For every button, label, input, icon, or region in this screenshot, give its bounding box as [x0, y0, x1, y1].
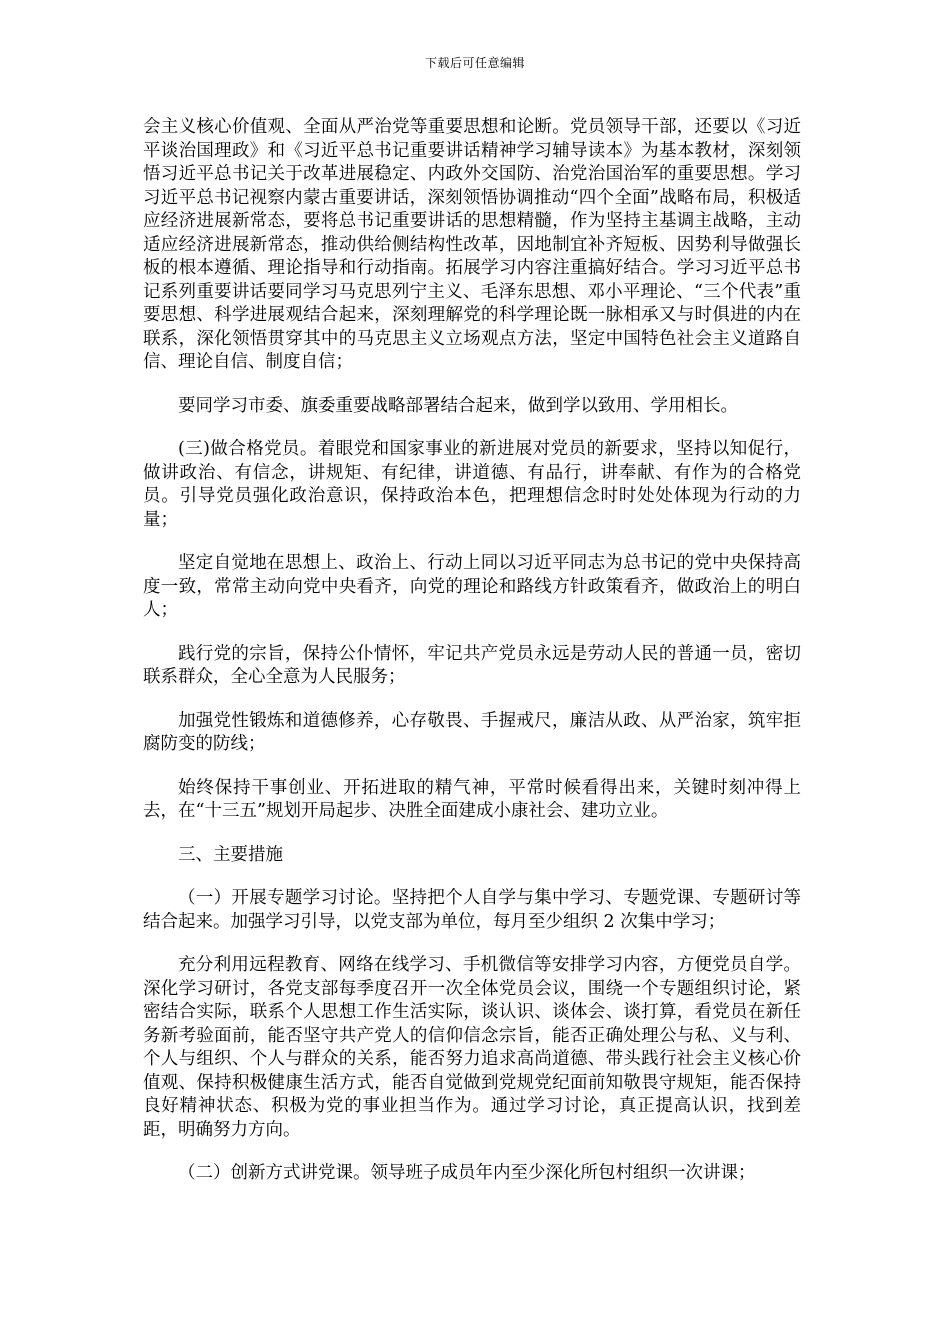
- section-heading-main-measures: 三、主要措施: [178, 844, 283, 865]
- paragraph-city-strategy: 要同学习市委、旗委重要战略部署结合起来，做到学以致用、学用相长。: [178, 395, 738, 416]
- paragraph-topic-study: （一）开展专题学习讨论。坚持把个人自学与集中学习、专题党课、专题研讨等结合起来。加强学习引导，以党支部为单位，每月至少组织 2 次集中学习；: [143, 888, 801, 932]
- paragraph-party-spirit: 加强党性锻炼和道德修养，心存敬畏、手握戒尺，廉洁从政、从严治家，筑牢拒腐防变的防线；: [143, 710, 801, 754]
- page-header-note: 下载后可任意编辑: [424, 56, 525, 70]
- paragraph-political-alignment: 坚定自觉地在思想上、政治上、行动上同以习近平同志为总书记的党中央保持高度一致，常常主动向党中央看齐，向党的理论和路线方针政策看齐，做政治上的明白人；: [143, 553, 801, 620]
- paragraph-remote-education: 充分利用远程教育、网络在线学习、手机微信等安排学习内容，方便党员自学。深化学习研讨，各党支部每季度召开一次全体党员会议，围绕一个专题组织讨论，紧密结合实际，联系个人思想工作生活实际，谈认识、谈体会、谈打算，看党员在新任务新考验面前，能否坚守共产党人的信仰信念宗旨，能否正确处理公与私、义与利、个人与组织、个人与群众的关系，能否努力追求高尚道德、带头践行社会主义核心价值观、保持积极健康生活方式，能否自觉做到党规党纪面前知敬畏守规矩，能否保持良好精神状态、积极为党的事业担当作为。通过学习讨论，真正提高认识，找到差距，明确努力方向。: [143, 955, 801, 1140]
- paragraph-qualified-member: (三)做合格党员。着眼党和国家事业的新进展对党员的新要求，坚持以知促行，做讲政治、有信念，讲规矩、有纪律，讲道德、有品行，讲奉献、有作为的合格党员。引导党员强化政治意识，保持政治本色，把理想信念时时处处体现为行动的力量；: [143, 439, 801, 530]
- paragraph-party-lecture: （二）创新方式讲党课。领导班子成员年内至少深化所包村组织一次讲课；: [178, 1163, 756, 1183]
- paragraph-enterprising-spirit: 始终保持干事创业、开拓进取的精气神，平常时候看得出来，关键时刻冲得上去，在“十三五”规划开局起步、决胜全面建成小康社会、建功立业。: [143, 777, 801, 821]
- paragraph-party-purpose: 践行党的宗旨，保持公仆情怀，牢记共产党员永远是劳动人民的普通一员，密切联系群众，全心全意为人民服务；: [143, 643, 801, 687]
- paragraph-study-content: 会主义核心价值观、全面从严治党等重要思想和论断。党员领导干部，还要以《习近平谈治国理政》和《习近平总书记重要讲话精神学习辅导读本》为基本教材，深刻领悟习近平总书记关于改革进展稳定、内政外交国防、治党治国治军的重要思想。学习习近平总书记视察内蒙古重要讲话，深刻领悟协调推动“四个全面”战略布局，积极适应经济进展新常态，要将总书记重要讲话的思想精髓，作为坚持主基调主战略，主动适应经济进展新常态，推动供给侧结构性改革，因地制宜补齐短板、因势利导做强长板的根本遵循、理论指导和行动指南。拓展学习内容注重搞好结合。学习习近平总书记系列重要讲话要同学习马克思列宁主义、毛泽东思想、邓小平理论、“三个代表”重要思想、科学进展观结合起来，深刻理解党的科学理论既一脉相承又与时俱进的内在联系，深化领悟贯穿其中的马克思主义立场观点方法，坚定中国特色社会主义道路自信、理论自信、制度自信；: [143, 117, 801, 372]
- document-body: [143, 116, 801, 1206]
